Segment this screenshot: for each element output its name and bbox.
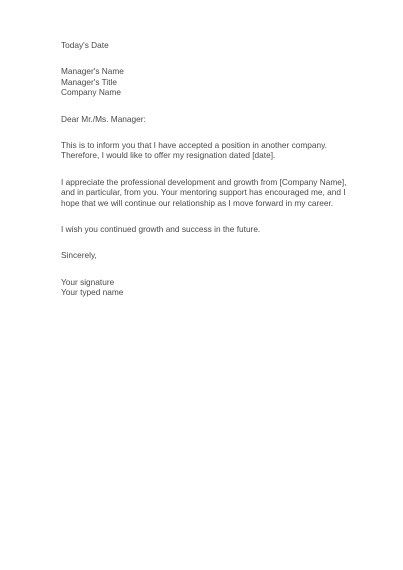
letter-date: Today's Date: [61, 40, 109, 50]
recipient-company: Company Name: [61, 87, 121, 98]
paragraph-line: This is to inform you that I have accepted a position in another company.: [61, 140, 327, 151]
paragraph-line: hope that we will continue our relationship as I move forward in my career.: [61, 197, 334, 208]
paragraph-line: Therefore, I would like to offer my resignation dated [date].: [61, 150, 276, 161]
recipient-address-block: [61, 66, 361, 97]
salutation: Dear Mr./Ms. Manager:: [61, 113, 146, 124]
typed-name: Your typed name: [61, 287, 124, 298]
paragraph-line: I wish you continued growth and success in the future.: [61, 224, 261, 235]
recipient-title: Manager's Title: [61, 76, 117, 87]
letter-date-block: [61, 40, 361, 50]
closing-block: [61, 250, 361, 260]
salutation-block: [61, 114, 361, 124]
signature-line: Your signature: [61, 276, 115, 287]
resignation-letter: [61, 40, 361, 298]
closing: Sincerely,: [61, 250, 97, 261]
paragraph-announcement: [61, 140, 361, 161]
signature-block: [61, 277, 361, 298]
recipient-name: Manager's Name: [61, 66, 124, 77]
paragraph-line: and in particular, from you. Your mentoring support has encouraged me, and I: [61, 187, 346, 198]
paragraph-appreciation: [61, 177, 361, 208]
paragraph-line: I appreciate the professional development and growth from [Company Name],: [61, 176, 347, 187]
paragraph-wishes: [61, 224, 361, 234]
